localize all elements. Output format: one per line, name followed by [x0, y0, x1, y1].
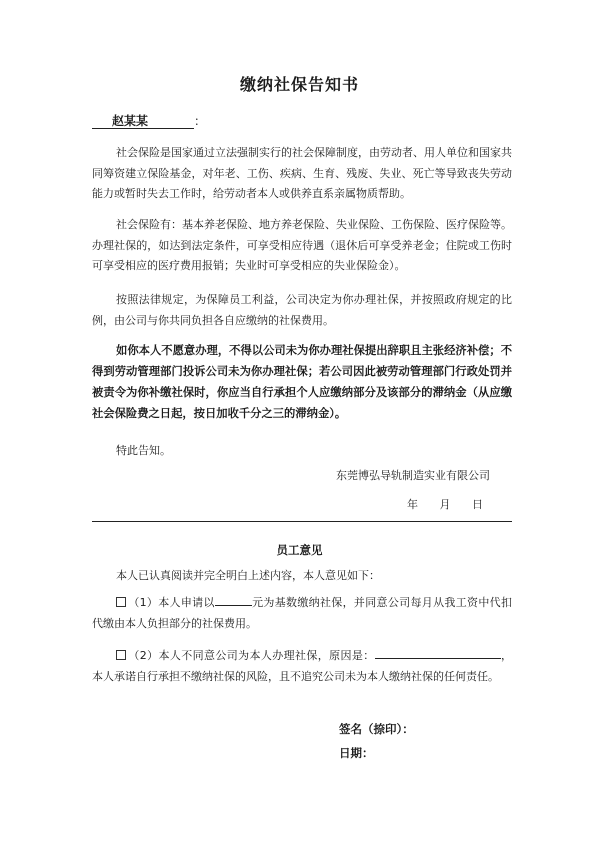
document-title: 缴纳社保告知书 [239, 75, 359, 94]
addressee-name: 赵某某 [112, 114, 149, 128]
opinion-option-2 [92, 646, 512, 687]
issue-date-row: 年 月 日 [407, 498, 483, 511]
opinion-option-1 [92, 593, 512, 634]
signature-label: 签名（捺印）： [339, 722, 414, 736]
addressee-colon: ： [194, 114, 207, 128]
option-2-checkbox[interactable] [116, 650, 126, 660]
option-1-checkbox[interactable] [116, 597, 126, 607]
signature-date-label: 日期： [339, 746, 374, 760]
paragraph-insurance-types: 社会保险有：基本养老保险、地方养老保险、失业保险、工伤保险、医疗保险等。办理社保的，如达到法定条件，可享受相应待遇（退休后可享受养老金；住院或工伤时可享受相应的医疗费用报销；失业时可享受相应的失业保险金）。 [92, 218, 512, 272]
paragraph-social-insurance-definition: 社会保险是国家通过立法强制实行的社会保障制度，由劳动者、用人单位和国家共同筹资建立保险基金，对年老、工伤、疾病、生育、残废、失业、死亡等导致丧失劳动能力或暂时失去工作时，给劳动者本人或供养直系亲属物质帮助。 [92, 146, 512, 200]
option-1-prefix: （1）本人申请以 [128, 596, 215, 609]
paragraph-legal-basis: 按照法律规定，为保障员工利益，公司决定为你办理社保，并按照政府规定的比例，由公司与你共同负担各自应缴纳的社保费用。 [92, 293, 512, 327]
company-name: 东莞博弘导轨制造实业有限公司 [336, 469, 490, 482]
closing-text: 特此告知。 [116, 444, 171, 457]
reason-blank[interactable] [375, 648, 501, 659]
base-amount-blank[interactable] [215, 595, 252, 606]
option-1-suffix: 元为基数缴纳社保，并同意公司每月从我工资中代扣代缴由本人负担部分的社保费用。 [92, 596, 512, 630]
opinion-intro: 本人已认真阅读并完全明白上述内容，本人意见如下： [116, 569, 380, 582]
option-2-prefix: （2）本人不同意公司为本人办理社保，原因是： [128, 649, 375, 662]
option-2-suffix: ，本人承诺自行承担不缴纳社保的风险，且不追究公司未为本人缴纳社保的任何责任。 [92, 649, 512, 683]
paragraph-refusal-consequences: 如你本人不愿意办理，不得以公司未为你办理社保提出辞职且主张经济补偿；不得到劳动管理部门投诉公司未为你办理社保；若公司因此被劳动管理部门行政处罚并被责令为你补缴社保时，你应当自行承担个人应缴纳部分及该部分的滞纳金（从应缴社会保险费之日起，按日加收千分之三的滞纳金）。 [92, 344, 512, 420]
section-divider [92, 521, 512, 522]
opinion-section-title: 员工意见 [276, 543, 323, 557]
